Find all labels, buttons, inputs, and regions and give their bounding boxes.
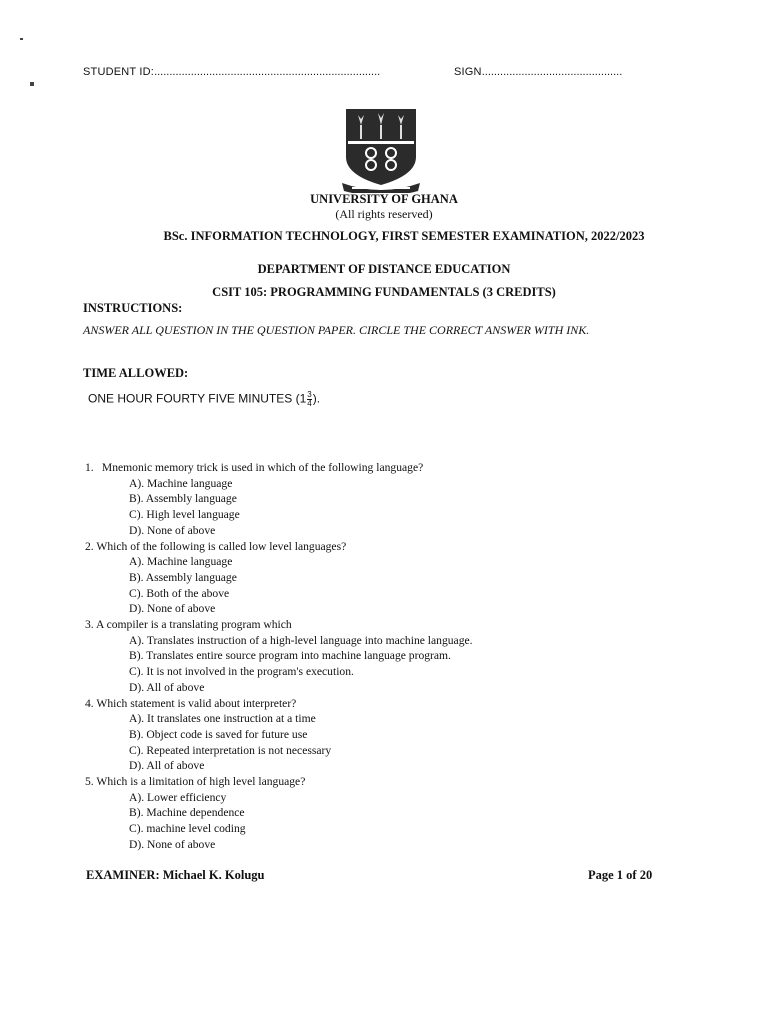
department-name: DEPARTMENT OF DISTANCE EDUCATION xyxy=(257,262,511,276)
answer-option[interactable]: C). Both of the above xyxy=(129,586,230,600)
question-5 xyxy=(85,774,473,853)
question-stem: Which is a limitation of high level language? xyxy=(96,775,306,789)
sign-line xyxy=(454,66,622,78)
scan-speck xyxy=(20,38,23,40)
sign-label: SIGN xyxy=(454,66,482,78)
question-stem: Which of the following is called low level languages? xyxy=(96,539,347,553)
rights-reserved: (All rights reserved) xyxy=(335,207,433,221)
question-2 xyxy=(85,539,473,618)
answer-option[interactable]: C). Repeated interpretation is not necessary xyxy=(129,743,332,757)
examiner-label: EXAMINER: xyxy=(86,868,160,882)
exam-title: BSc. INFORMATION TECHNOLOGY, FIRST SEMESTER EXAMINATION, 2022/2023 xyxy=(163,229,645,243)
answer-option[interactable]: C). High level language xyxy=(129,508,240,522)
time-text-end: ). xyxy=(312,391,321,406)
time-allowed-text xyxy=(88,391,320,408)
student-id-dots: .......................................................................... xyxy=(154,66,381,78)
question-3 xyxy=(85,617,473,696)
student-id-line xyxy=(83,66,380,78)
answer-option[interactable]: B). Machine dependence xyxy=(129,806,245,820)
student-id-label: STUDENT ID: xyxy=(83,66,155,78)
sign-dots: .............................................. xyxy=(481,66,623,78)
question-number: 5. xyxy=(85,775,94,789)
answer-option[interactable]: A). Lower efficiency xyxy=(129,790,227,804)
answer-option[interactable]: D). None of above xyxy=(129,523,216,537)
answer-option[interactable]: B). Object code is saved for future use xyxy=(129,727,308,741)
answer-option[interactable]: D). None of above xyxy=(129,837,216,851)
course-title: CSIT 105: PROGRAMMING FUNDAMENTALS (3 CREDITS) xyxy=(212,285,556,299)
answer-option[interactable]: B). Assembly language xyxy=(129,570,237,584)
university-name: UNIVERSITY OF GHANA xyxy=(310,192,458,206)
question-1 xyxy=(85,460,473,539)
answer-option[interactable]: C). It is not involved in the program's execution. xyxy=(129,665,354,679)
answer-option[interactable]: B). Assembly language xyxy=(129,492,237,506)
instructions-heading: INSTRUCTIONS: xyxy=(83,301,183,315)
fraction-numerator: 3 xyxy=(307,390,312,399)
answer-option[interactable]: A). It translates one instruction at a time xyxy=(129,712,316,726)
question-number: 3. xyxy=(85,618,94,632)
question-list xyxy=(85,460,473,853)
time-allowed-heading: TIME ALLOWED: xyxy=(83,366,189,380)
answer-option[interactable]: A). Translates instruction of a high-level language into machine language. xyxy=(129,633,473,647)
instructions-text: ANSWER ALL QUESTION IN THE QUESTION PAPER. CIRCLE THE CORRECT ANSWER WITH INK. xyxy=(83,323,590,337)
time-fraction xyxy=(307,391,311,408)
scan-speck xyxy=(30,82,34,86)
time-text: ONE HOUR FOURTY FIVE MINUTES (1 xyxy=(88,391,307,406)
fraction-denominator: 4 xyxy=(307,399,312,408)
question-stem: A compiler is a translating program which xyxy=(95,618,292,632)
answer-option[interactable]: A). Machine language xyxy=(129,555,233,569)
question-number: 2. xyxy=(85,539,94,553)
question-number: 4. xyxy=(85,696,94,710)
answer-option[interactable]: D). All of above xyxy=(129,759,205,773)
page-number: Page 1 of 20 xyxy=(588,868,653,882)
answer-option[interactable]: D). All of above xyxy=(129,680,205,694)
answer-option[interactable]: D). None of above xyxy=(129,602,216,616)
question-stem: Which statement is valid about interpreter? xyxy=(96,696,297,710)
question-number: 1. xyxy=(85,461,94,474)
question-stem: Mnemonic memory trick is used in which of the following language? xyxy=(101,461,424,474)
answer-option[interactable]: B). Translates entire source program into machine language program. xyxy=(129,649,451,663)
question-4 xyxy=(85,696,473,775)
university-crest-icon xyxy=(338,105,424,193)
examiner-name: Michael K. Kolugu xyxy=(162,868,265,882)
examiner-line xyxy=(86,868,264,883)
answer-option[interactable]: C). machine level coding xyxy=(129,822,246,836)
answer-option[interactable]: A). Machine language xyxy=(129,476,233,490)
